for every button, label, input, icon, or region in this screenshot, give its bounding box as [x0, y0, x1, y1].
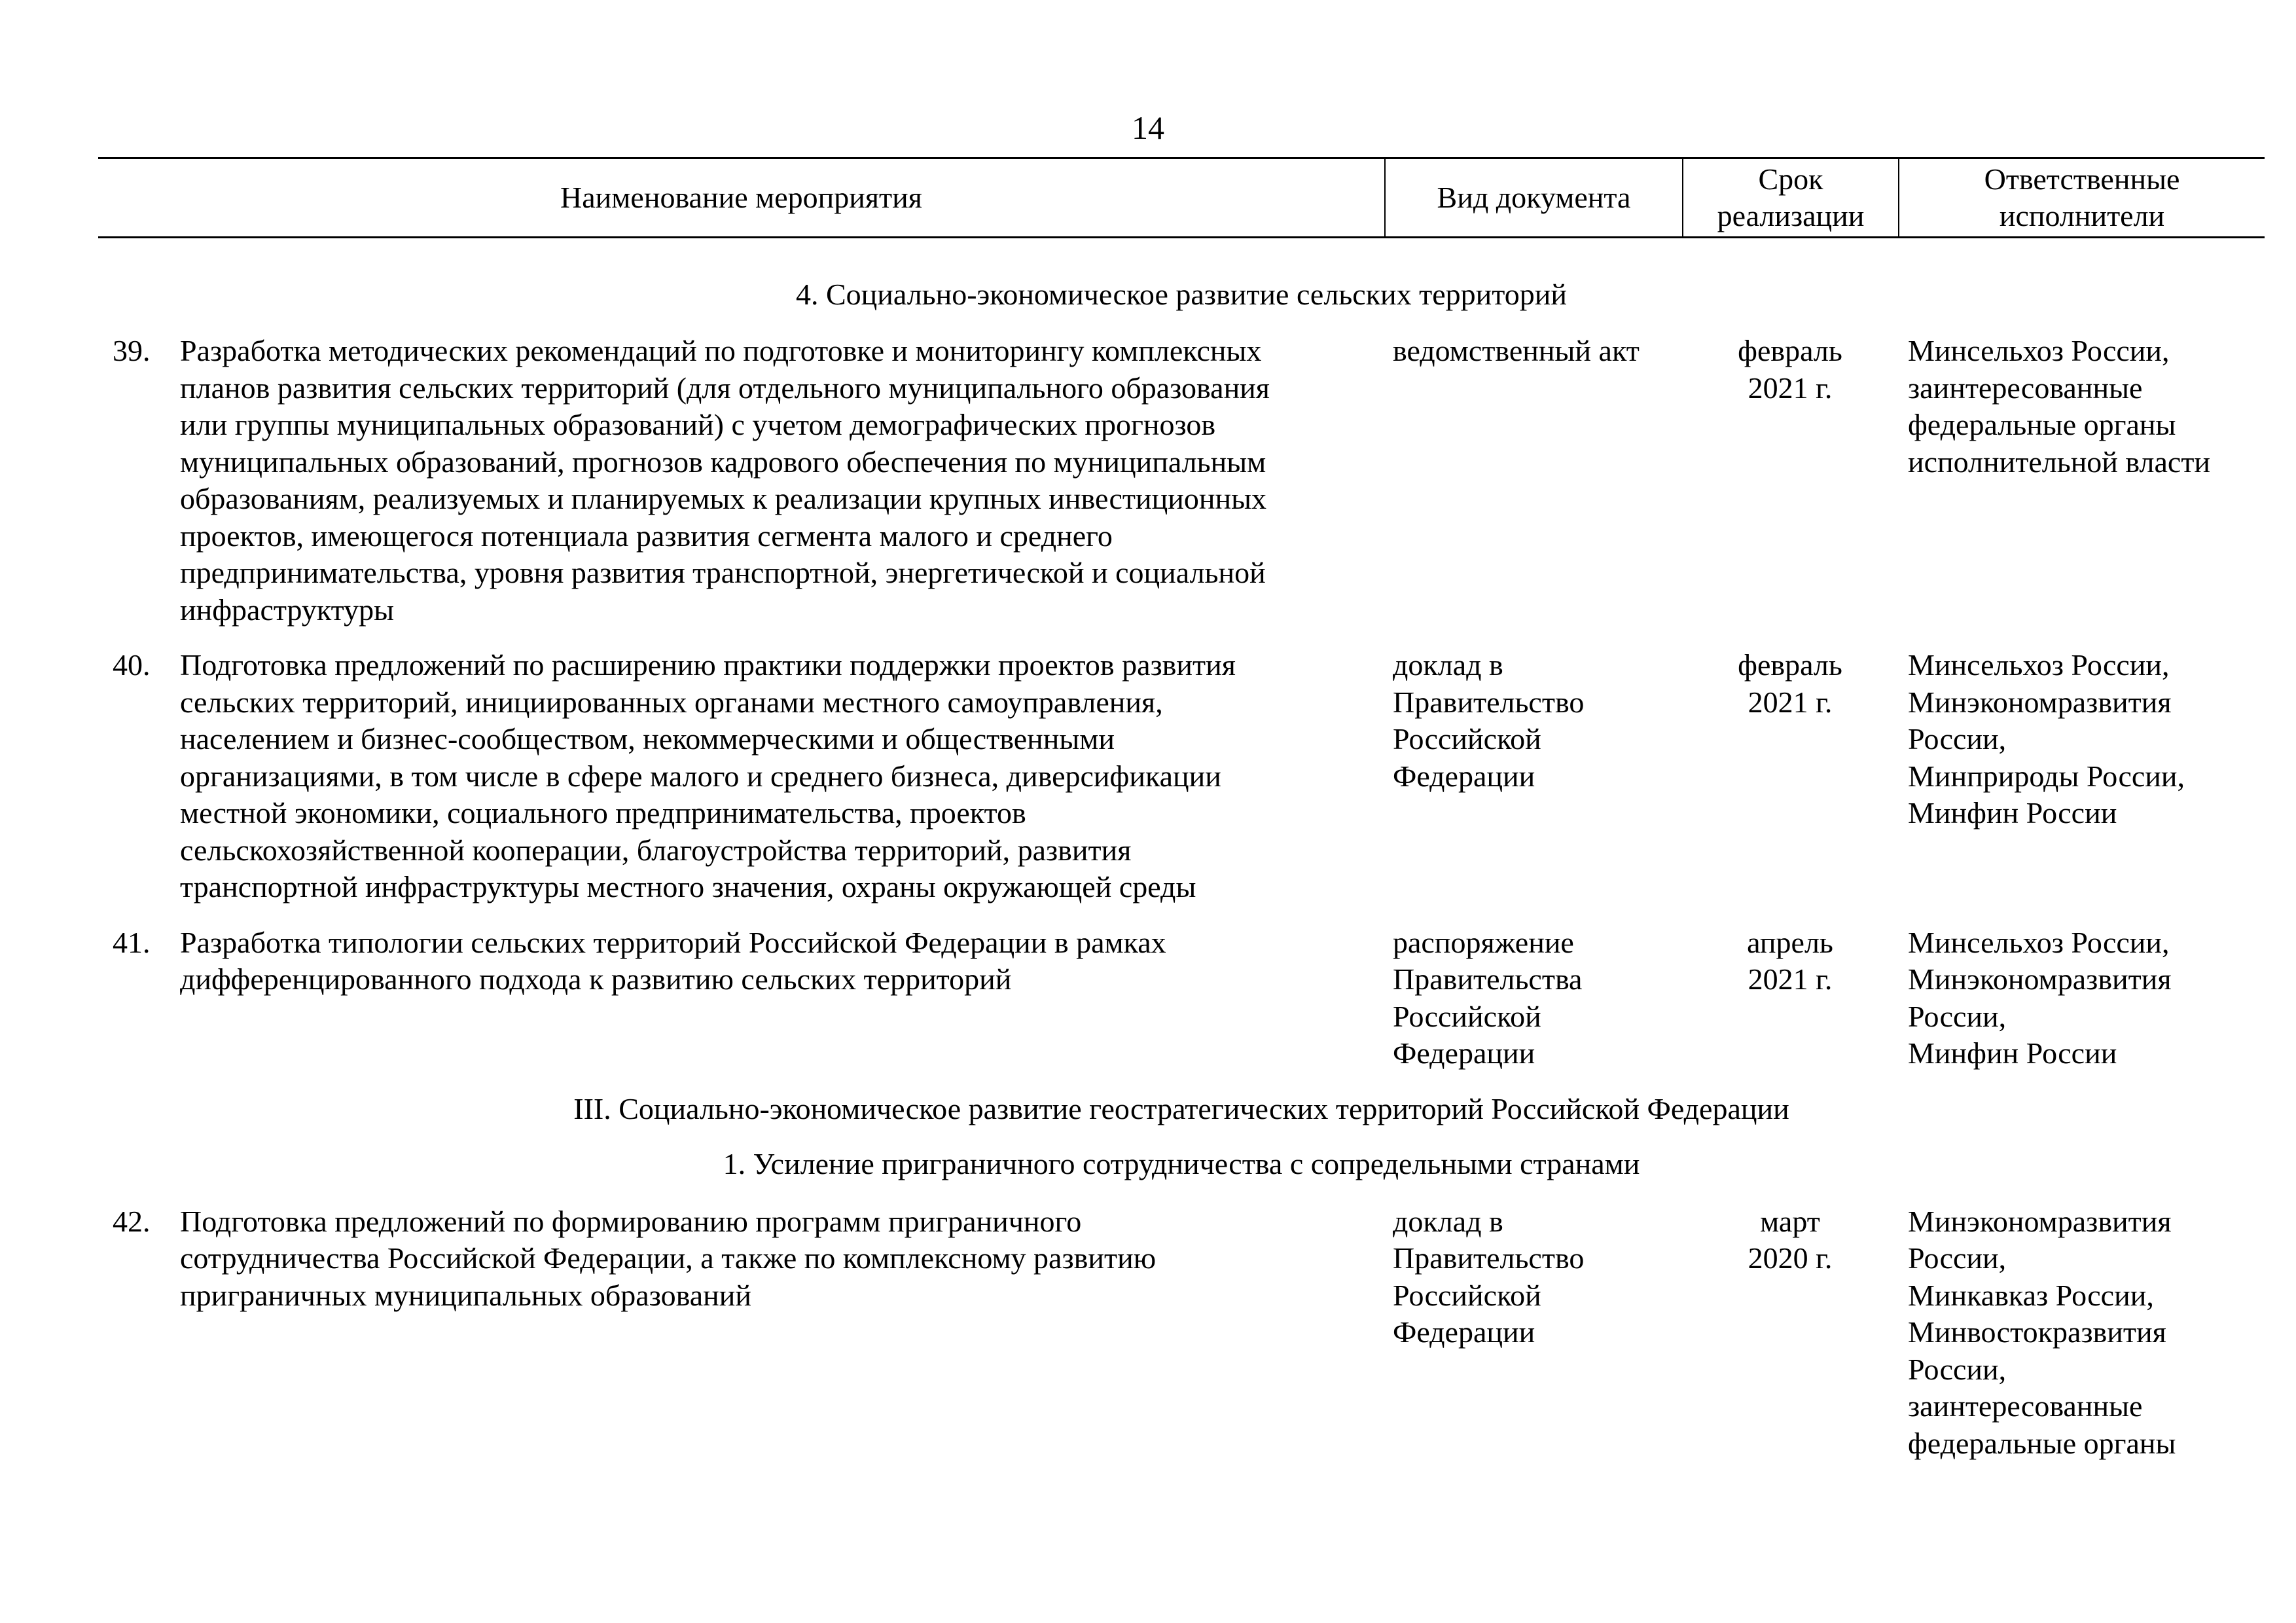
table-row	[98, 1203, 2265, 1460]
row-name: Подготовка предложений по расширению практики поддержки проектов развития сельских территорий, инициированных органами местного самоуправления, населением и бизнес-сообществом, некоммерческими и общественными организациями, в том числе в сфере малого и среднего бизнеса, диверсификации местной экономики, социального предпринимательства, проектов сельскохозяйственной кооперации, благоустройства территорий, развития транспортной инфраструктуры местного значения, охраны окружающей среды	[180, 648, 1236, 903]
row-term: февраль 2021 г.	[1738, 648, 1842, 719]
row-name: Подготовка предложений по формированию программ приграничного сотрудничества Российской Федерации, а также по комплексному развитию приграничных муниципальных образований	[180, 1204, 1157, 1312]
row-responsible: Минэкономразвития России, Минкавказ России, Минвостокразвития России, заинтересованные федеральные органы	[1908, 1204, 2176, 1460]
row-number: 41.	[113, 925, 151, 959]
subsection-title: 1. Усиление приграничного сотрудничества с сопредельными странами	[723, 1146, 1640, 1180]
document-sheet	[98, 157, 2265, 1460]
row-number: 39.	[113, 334, 151, 367]
row-term: февраль 2021 г.	[1738, 334, 1842, 405]
table-header	[98, 157, 2265, 238]
table-row	[98, 924, 2265, 1072]
section-title: III. Социально-экономическое развитие геостратегических территорий Российской Федерации	[573, 1091, 1789, 1125]
row-name: Разработка методических рекомендаций по подготовке и мониторингу комплексных планов развития сельских территорий (для отдельного муниципального образования или группы муниципальных образований) с учетом демографических прогнозов муниципальных образований, прогнозов кадрового обеспечения по муниципальным образованиям, реализуемых и планируемых к реализации крупных инвестиционных проектов, имеющегося потенциала развития сегмента малого и среднего предпринимательства, уровня развития транспортной, энергетической и социальной инфраструктуры	[180, 334, 1270, 627]
row-doc-type: доклад в Правительство Российской Федерации	[1393, 1204, 1585, 1349]
header-col-term: Срок реализации	[1682, 159, 1898, 236]
table-row	[98, 333, 2265, 629]
header-col-resp: Ответственные исполнители	[1898, 159, 2265, 236]
row-term: апрель 2021 г.	[1747, 925, 1833, 996]
row-responsible: Минсельхоз России, Минэкономразвития России, Минфин России	[1908, 925, 2172, 1070]
row-name: Разработка типологии сельских территорий Российской Федерации в рамках дифференцированного подхода к развитию сельских территорий	[180, 925, 1166, 996]
row-responsible: Минсельхоз России, заинтересованные федеральные органы исполнительной власти	[1908, 334, 2211, 479]
row-doc-type: доклад в Правительство Российской Федерации	[1393, 648, 1585, 793]
table-row	[98, 647, 2265, 906]
header-col-doc: Вид документа	[1384, 159, 1682, 236]
header-col-name: Наименование мероприятия	[560, 181, 922, 214]
row-doc-type: ведомственный акт	[1393, 334, 1640, 367]
row-number: 40.	[113, 648, 151, 682]
section-title: 4. Социально-экономическое развитие сельских территорий	[795, 278, 1568, 311]
row-number: 42.	[113, 1204, 151, 1238]
page-number: 14	[1132, 109, 1164, 146]
row-doc-type: распоряжение Правительства Российской Федерации	[1393, 925, 1583, 1070]
row-term: март 2020 г.	[1748, 1204, 1833, 1275]
row-responsible: Минсельхоз России, Минэкономразвития России, Минприроды России, Минфин России	[1908, 648, 2185, 830]
